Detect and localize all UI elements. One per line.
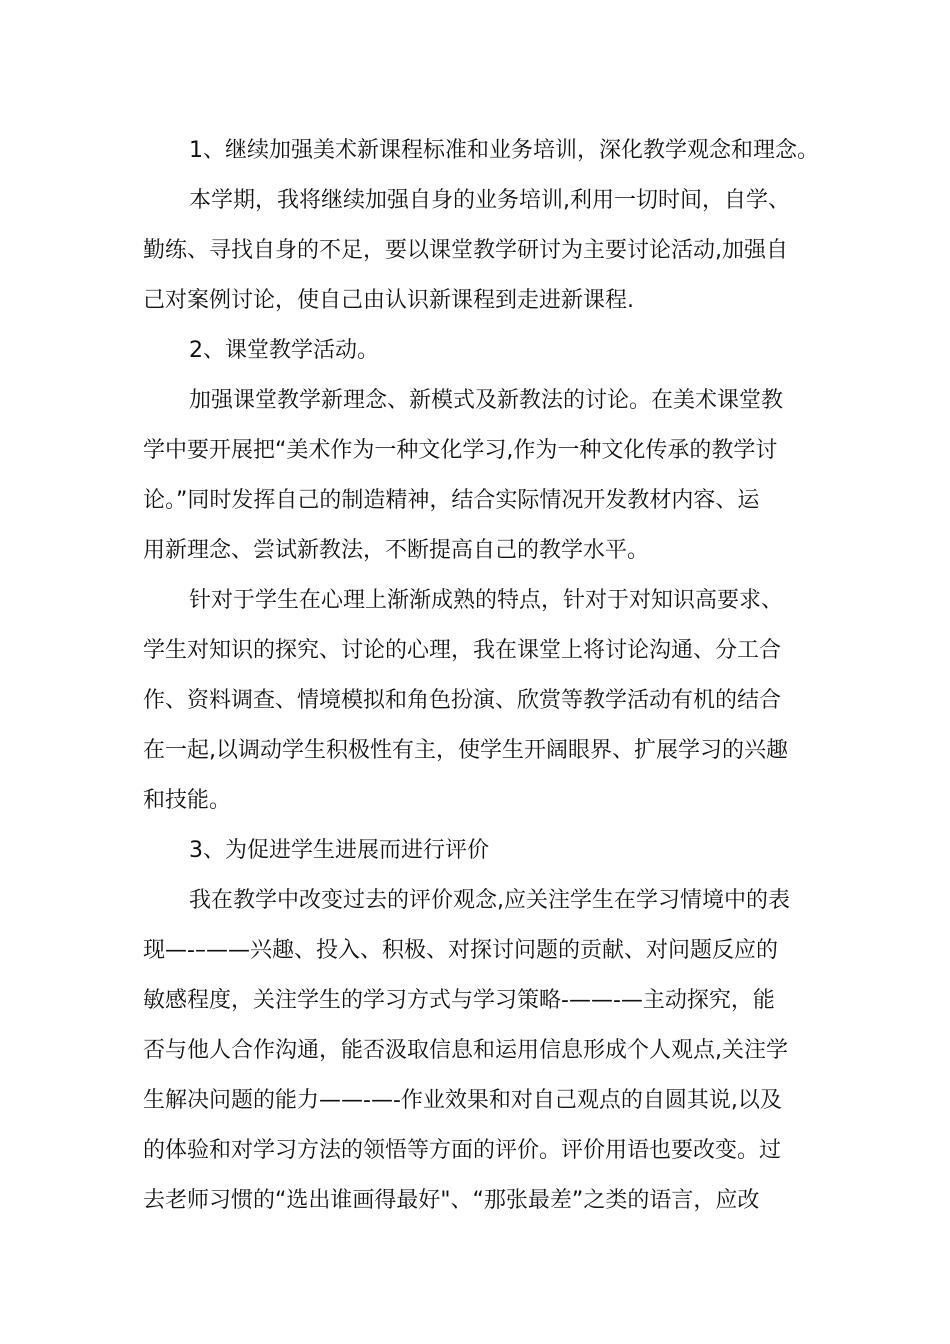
text-line: 否与他人合作沟通，能否汲取信息和运用信息形成个人观点,关注学 <box>143 1038 788 1063</box>
text-line: 生解决问题的能力——-—-作业效果和对自己观点的自圆其说,以及 <box>143 1088 782 1113</box>
text-line: 的体验和对学习方法的领悟等方面的评价。评价用语也要改变。过 <box>143 1138 782 1163</box>
text-line: 在一起,以调动学生积极性有主，使学生开阔眼界、扩展学习的兴趣 <box>143 738 788 763</box>
text-line: 现—-–——兴趣、投入、积极、对探讨问题的贡献、对问题反应的 <box>143 938 778 963</box>
text-line: 和技能。 <box>143 788 232 813</box>
document-body <box>143 126 819 1226</box>
text-line: 勤练、寻找自身的不足，要以课堂教学研讨为主要讨论活动,加强自 <box>143 238 788 263</box>
text-line: 加强课堂教学新理念、新模式及新教法的讨论。在美术课堂教 <box>189 388 784 413</box>
text-line: 去老师习惯的“选出谁画得最好"、“那张最差”之类的语言，应改 <box>143 1188 760 1213</box>
text-line: 论。”同时发挥自己的制造精神，结合实际情况开发教材内容、运 <box>143 488 760 513</box>
text-line: 本学期，我将继续加强自身的业务培训,利用一切时间，自学、 <box>189 188 790 213</box>
text-line: 敏感程度，关注学生的学习方式与学习策略-——-—主动探究，能 <box>143 988 775 1013</box>
text-line: 1、继续加强美术新课程标准和业务培训，深化教学观念和理念。 <box>189 138 819 163</box>
text-line: 作、资料调查、情境模拟和角色扮演、欣赏等教学活动有机的结合 <box>143 688 782 713</box>
text-line: 用新理念、尝试新教法，不断提高自己的教学水平。 <box>143 538 650 563</box>
text-line: 学中要开展把“美术作为一种文化学习,作为一种文化传承的教学讨 <box>143 438 778 463</box>
text-line: 己对案例讨论，使自己由认识新课程到走进新课程. <box>143 288 634 313</box>
text-line: 3、为促进学生进展而进行评价 <box>189 838 489 863</box>
text-line: 学生对知识的探究、讨论的心理，我在课堂上将讨论沟通、分工合 <box>143 638 782 663</box>
text-line: 2、课堂教学活动。 <box>189 338 379 363</box>
text-line: 针对于学生在心理上渐渐成熟的特点，针对于对知识高要求、 <box>189 588 784 613</box>
text-line: 我在教学中改变过去的评价观念,应关注学生在学习情境中的表 <box>189 888 790 913</box>
